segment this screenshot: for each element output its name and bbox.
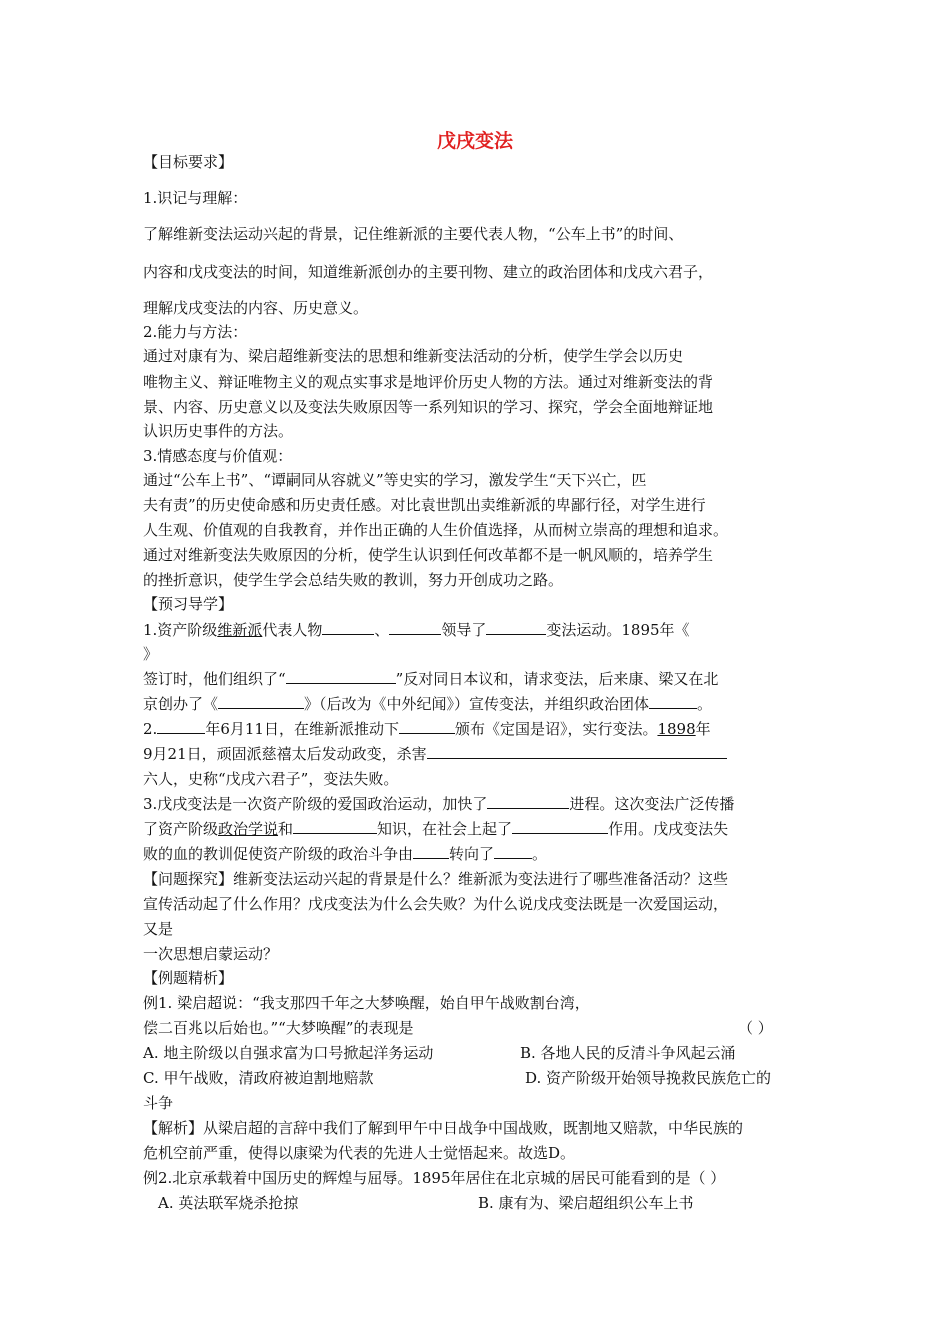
text-run: 政治学说 <box>218 820 279 838</box>
preview-q2-line2 <box>143 744 727 764</box>
goals-header: 【目标要求】 <box>143 153 234 171</box>
fill-blank[interactable] <box>157 719 205 734</box>
text-run: 。 <box>697 695 713 713</box>
text-run: 9月21日，顽固派慈禧太后发动政变，杀害 <box>143 745 427 763</box>
fill-blank[interactable] <box>293 819 377 834</box>
text-run: 签订时，他们组织了“ <box>143 670 286 688</box>
preview-q3-line1 <box>143 794 734 814</box>
preview-q2-line3: 六人，史称“戊戌六君子”，变法失败。 <box>143 770 399 788</box>
text-run: 、 <box>374 621 390 639</box>
example1-option-a: A. 地主阶级以自强求富为口号掀起洋务运动 <box>143 1044 434 1062</box>
preview-q3-line3 <box>143 844 547 864</box>
fill-blank[interactable] <box>218 694 304 709</box>
text-run: 知识，在社会上起了 <box>377 820 513 838</box>
text-run: 》（后改为《中外纪闻》）宣传变法，并组织政治团体 <box>304 695 650 713</box>
goals-section1-line: 内容和戊戌变法的时间，知道维新派创办的主要刊物、建立的政治团体和戊戌六君子， <box>143 263 714 281</box>
fill-blank[interactable] <box>399 719 455 734</box>
goals-section2-line: 唯物主义、辩证唯物主义的观点实事求是地评价历史人物的方法。通过对维新变法的背 <box>143 373 714 391</box>
preview-q2-line1 <box>143 719 711 739</box>
preview-q1-line1 <box>143 620 690 640</box>
text-run: 变法运动。1895年《 <box>546 621 690 639</box>
fill-blank[interactable] <box>322 620 374 635</box>
text-run: 1898 <box>657 720 696 738</box>
analysis-line: 【解析】从梁启超的言辞中我们了解到甲午中日战争中国战败，既割地又赔款，中华民族的 <box>143 1119 744 1137</box>
text-run: 京创办了《 <box>143 695 219 713</box>
example2-stem: 例2.北京承载着中国历史的辉煌与屈辱。1895年居住在北京城的居民可能看到的是（ ） <box>143 1169 726 1187</box>
explore-line: 【问题探究】维新变法运动兴起的背景是什么？维新派为变法进行了哪些准备活动？这些 <box>143 870 729 888</box>
text-run: 。 <box>532 845 548 863</box>
explore-line: 又是 <box>143 920 174 938</box>
goals-section2-title: 2.能力与方法： <box>143 323 248 341</box>
text-run: 败的血的教训促使资产阶级的政治斗争由 <box>143 845 414 863</box>
explore-line: 一次思想启蒙运动？ <box>143 945 279 963</box>
fill-blank[interactable] <box>649 694 697 709</box>
goals-section3-line: 人生观、价值观的自我教育，并作出正确的人生价值选择，从而树立崇高的理想和追求。 <box>143 521 729 539</box>
preview-q1-line4 <box>143 694 712 714</box>
explore-line: 宣传活动起了什么作用？戊戌变法为什么会失败？为什么说戊戌变法既是一次爱国运动， <box>143 895 729 913</box>
fill-blank[interactable] <box>427 744 727 759</box>
example1-stem: 例1. 梁启超说：“我支那四千年之大梦唤醒，始自甲午战败割台湾， <box>143 994 590 1012</box>
analysis-line: 危机空前严重，使得以康梁为代表的先进人士觉悟起来。故选D。 <box>143 1144 576 1162</box>
fill-blank[interactable] <box>286 669 396 684</box>
text-run: 进程。这次变法广泛传播 <box>569 795 735 813</box>
preview-q3-line2 <box>143 819 728 839</box>
goals-section3-line: 通过“公车上书”、“谭嗣同从容就义”等史实的学习，激发学生“天下兴亡，匹 <box>143 471 647 489</box>
examples-header: 【例题精析】 <box>143 969 234 987</box>
text-run: 代表人物 <box>262 621 323 639</box>
text-run: 1.资产阶级 <box>143 621 218 639</box>
example1-option-d: D. 资产阶级开始领导挽救民族危亡的 <box>525 1069 772 1087</box>
goals-section1-line: 理解戊戌变法的内容、历史意义。 <box>143 299 369 317</box>
text-run: 年 <box>695 720 711 738</box>
preview-q1-line3 <box>143 669 718 689</box>
text-run: 偿二百兆以后始也。”“大梦唤醒”的表现是 <box>143 1019 414 1037</box>
text-run: 年6月11日，在维新派推动下 <box>205 720 399 738</box>
text-run: 转向了 <box>449 845 495 863</box>
example1-option-b: B. 各地人民的反清斗争风起云涌 <box>520 1044 736 1062</box>
fill-blank[interactable] <box>494 844 532 859</box>
fill-blank[interactable] <box>389 620 441 635</box>
preview-q1-line2: 》 <box>143 645 159 663</box>
goals-section3-line: 通过对维新变法失败原因的分析，使学生认识到任何改革都不是一帆风顺的，培养学生 <box>143 546 714 564</box>
goals-section2-line: 通过对康有为、梁启超维新变法的思想和维新变法活动的分析，使学生学会以历史 <box>143 347 684 365</box>
text-run: 3.戊戌变法是一次资产阶级的爱国政治运动，加快了 <box>143 795 488 813</box>
goals-section2-line: 景、内容、历史意义以及变法失败原因等一系列知识的学习、探究，学会全面地辩证地 <box>143 398 714 416</box>
fill-blank[interactable] <box>512 819 608 834</box>
example2-option-b: B. 康有为、梁启超组织公车上书 <box>478 1194 694 1212</box>
fill-blank[interactable] <box>486 620 546 635</box>
answer-paren[interactable]: （ ） <box>738 1019 773 1037</box>
goals-section3-line: 夫有责”的历史使命感和历史责任感。对比袁世凯出卖维新派的卑鄙行径，对学生进行 <box>143 496 706 514</box>
fill-blank[interactable] <box>487 794 569 809</box>
example1-stem <box>143 1018 773 1038</box>
text-run: 颁布《定国是诏》，实行变法。 <box>454 720 658 738</box>
text-run: ”反对同日本议和，请求变法，后来康、梁又在北 <box>395 670 719 688</box>
goals-section1-title: 1.识记与理解： <box>143 189 248 207</box>
page-title: 戊戌变法 <box>436 130 513 152</box>
goals-section3-title: 3.情感态度与价值观： <box>143 447 293 465</box>
goals-section2-line: 认识历史事件的方法。 <box>143 422 294 440</box>
goals-section3-line: 的挫折意识，使学生学会总结失败的教训，努力开创成功之路。 <box>143 571 564 589</box>
example2-option-a: A. 英法联军烧杀抢掠 <box>158 1194 299 1212</box>
text-run: 作用。戊戌变法失 <box>608 820 729 838</box>
goals-section1-line: 了解维新变法运动兴起的背景，记住维新派的主要代表人物，“公车上书”的时间、 <box>143 225 684 243</box>
preview-header: 【预习导学】 <box>143 595 234 613</box>
fill-blank[interactable] <box>413 844 449 859</box>
text-run: 维新派 <box>217 621 263 639</box>
text-run: 2. <box>143 720 158 738</box>
text-run: 领导了 <box>441 621 487 639</box>
example1-option-d-cont: 斗争 <box>143 1094 174 1112</box>
text-run: 了资产阶级 <box>143 820 219 838</box>
example1-option-c: C. 甲午战败，清政府被迫割地赔款 <box>143 1069 374 1087</box>
text-run: 和 <box>278 820 294 838</box>
